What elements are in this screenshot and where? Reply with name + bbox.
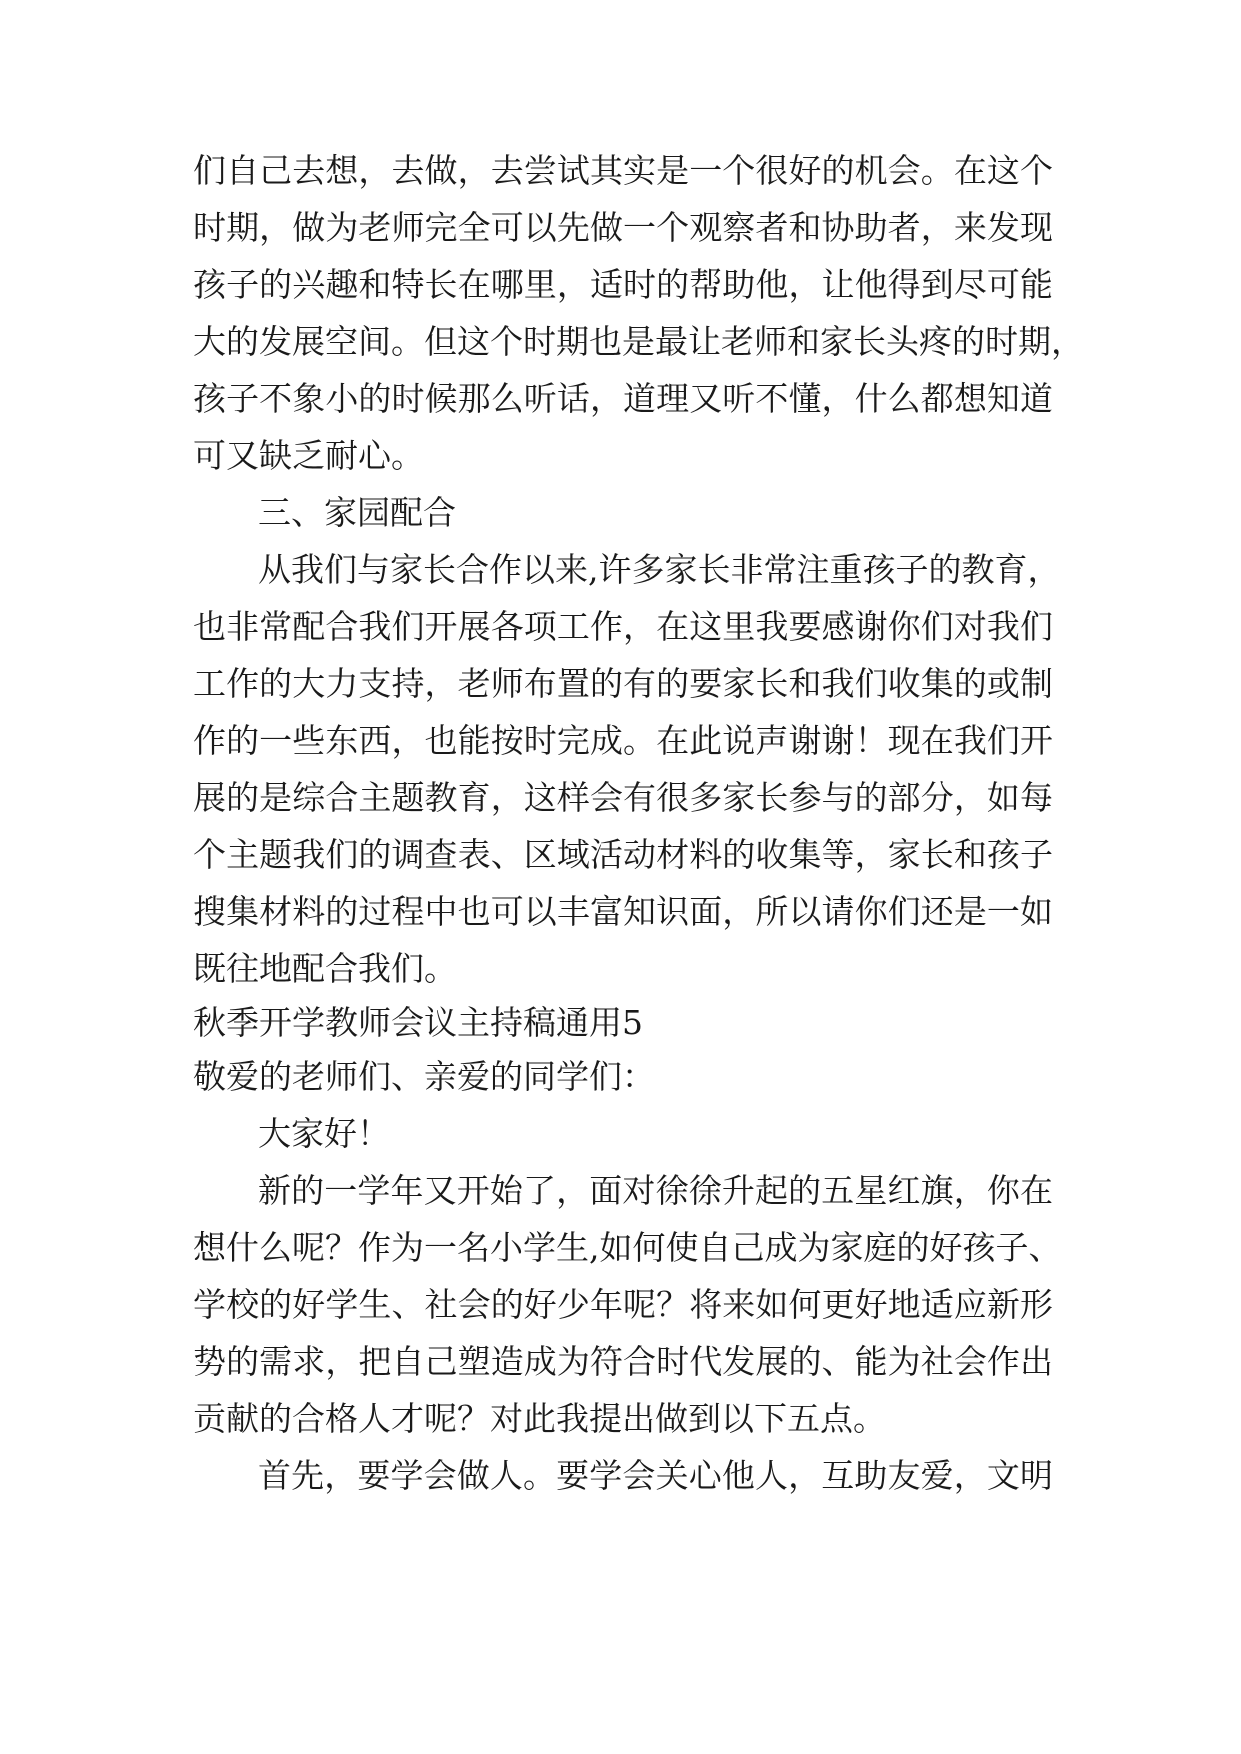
body-text-line: 首先，要学会做人。要学会关心他人，互助友爱，文明 xyxy=(258,1456,1053,1495)
body-text-line: 搜集材料的过程中也可以丰富知识面，所以请你们还是一如 xyxy=(193,892,1053,931)
body-text-line: 们自己去想，去做，去尝试其实是一个很好的机会。在这个 xyxy=(193,151,1053,190)
greeting: 大家好！ xyxy=(258,1114,390,1153)
body-text-line: 学校的好学生、社会的好少年呢？将来如何更好地适应新形 xyxy=(193,1285,1053,1324)
body-text-line: 贡献的合格人才呢？对此我提出做到以下五点。 xyxy=(193,1399,886,1438)
salutation: 敬爱的老师们、亲爱的同学们： xyxy=(193,1057,655,1096)
body-text-line: 孩子的兴趣和特长在哪里，适时的帮助他，让他得到尽可能 xyxy=(193,265,1053,304)
body-text-line: 大的发展空间。但这个时期也是最让老师和家长头疼的时期， xyxy=(193,322,1084,361)
body-text-line: 个主题我们的调查表、区域活动材料的收集等，家长和孩子 xyxy=(193,835,1053,874)
body-text-line: 作的一些东西，也能按时完成。在此说声谢谢！现在我们开 xyxy=(193,721,1053,760)
body-text-line: 可又缺乏耐心。 xyxy=(193,436,424,475)
body-text-line: 展的是综合主题教育，这样会有很多家长参与的部分，如每 xyxy=(193,778,1053,817)
body-text-line: 既往地配合我们。 xyxy=(193,949,457,988)
document-title: 秋季开学教师会议主持稿通用5 xyxy=(193,1003,643,1042)
body-text-line: 也非常配合我们开展各项工作，在这里我要感谢你们对我们 xyxy=(193,607,1053,646)
body-text-line: 想什么呢？作为一名小学生,如何使自己成为家庭的好孩子、 xyxy=(193,1228,1062,1267)
body-text-line: 工作的大力支持，老师布置的有的要家长和我们收集的或制 xyxy=(193,664,1053,703)
body-text-line: 从我们与家长合作以来,许多家长非常注重孩子的教育， xyxy=(258,550,1061,589)
body-text-line: 新的一学年又开始了，面对徐徐升起的五星红旗，你在 xyxy=(258,1171,1053,1210)
body-text-line: 孩子不象小的时候那么听话，道理又听不懂，什么都想知道 xyxy=(193,379,1053,418)
section-heading: 三、家园配合 xyxy=(258,493,456,532)
body-text-line: 时期，做为老师完全可以先做一个观察者和协助者，来发现 xyxy=(193,208,1053,247)
body-text-line: 势的需求，把自己塑造成为符合时代发展的、能为社会作出 xyxy=(193,1342,1053,1381)
